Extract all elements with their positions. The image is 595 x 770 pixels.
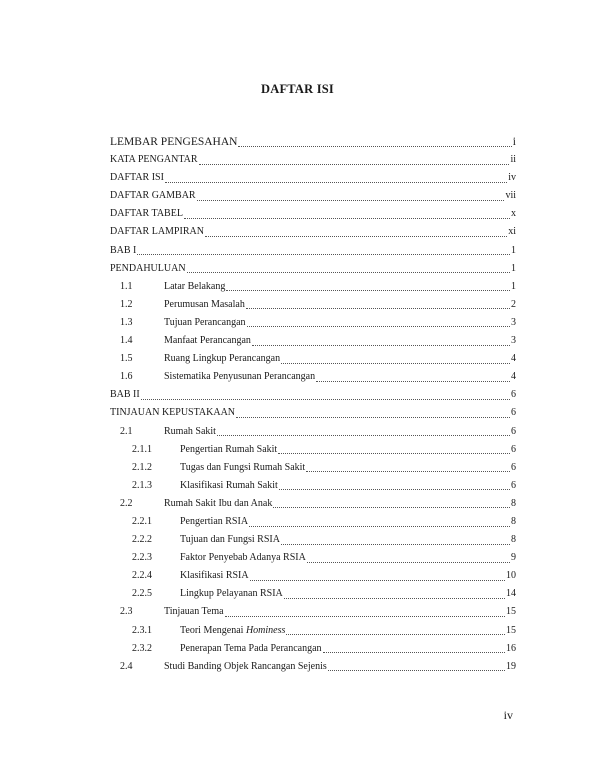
toc-entry: [110, 314, 516, 332]
toc-entry: [110, 640, 516, 658]
toc-entry-label: DAFTAR TABEL: [110, 208, 183, 220]
toc-leader-dots: [199, 164, 510, 165]
toc-leader-dots: [286, 634, 505, 635]
toc-leader-dots: [247, 326, 510, 327]
page-title: DAFTAR ISI: [261, 82, 334, 96]
toc-leader-dots: [217, 435, 510, 436]
toc-entry-page: 6: [511, 389, 516, 401]
toc-entry-label: Tugas dan Fungsi Rumah Sakit: [180, 461, 306, 473]
toc-entry-number: 2.3.1: [132, 624, 152, 636]
toc-leader-dots: [236, 417, 510, 418]
toc-entry-label: Teori Mengenai Hominess: [180, 624, 286, 636]
toc-entry: [110, 187, 516, 205]
toc-entry: [110, 242, 516, 260]
toc-entry-page: iv: [508, 172, 516, 184]
toc-leader-dots: [141, 399, 510, 400]
toc-leader-dots: [226, 290, 510, 291]
toc-entry-label: Tinjauan Tema: [164, 606, 224, 618]
toc-entry-page: 3: [511, 335, 516, 347]
toc-entry: [110, 223, 516, 241]
toc-leader-dots: [307, 562, 510, 563]
toc-entry-page: vii: [505, 190, 516, 202]
toc-entry-label: Studi Banding Objek Rancangan Sejenis: [164, 660, 327, 672]
toc-leader-dots: [205, 236, 507, 237]
toc-entry-label: Manfaat Perancangan: [164, 335, 251, 347]
toc-entry-number: 2.3.2: [132, 642, 152, 654]
toc-entry-page: xi: [508, 226, 516, 238]
toc-entry-page: 6: [511, 407, 516, 419]
toc-entry-label: LEMBAR PENGESAHAN: [110, 136, 238, 148]
toc-entry-label: Lingkup Pelayanan RSIA: [180, 588, 283, 600]
toc-entry-label: Perumusan Masalah: [164, 298, 245, 310]
toc-entry-number: 1.4: [120, 335, 133, 347]
toc-entry-label: BAB I: [110, 244, 137, 256]
toc-leader-dots: [252, 345, 510, 346]
toc-leader-dots: [328, 670, 505, 671]
toc-entry: [110, 151, 516, 169]
toc-entry-page: 9: [511, 552, 516, 564]
toc-entry-page: 1: [511, 244, 516, 256]
toc-entry-label: Ruang Lingkup Perancangan: [164, 353, 281, 365]
toc-entry-number: 1.1: [120, 280, 133, 292]
toc-entry-label: Klasifikasi Rumah Sakit: [180, 479, 278, 491]
toc-entry-label: TINJAUAN KEPUSTAKAAN: [110, 407, 236, 419]
toc-entry-label: KATA PENGANTAR: [110, 154, 198, 166]
toc-leader-dots: [281, 544, 510, 545]
toc-entry: [110, 350, 516, 368]
toc-entry-page: 16: [506, 642, 516, 654]
toc-entry: [110, 169, 516, 187]
toc-entry-page: 6: [511, 479, 516, 491]
toc-leader-dots: [273, 507, 510, 508]
toc-entry: [110, 549, 516, 567]
toc-entry-label: Rumah Sakit: [164, 425, 216, 437]
toc-entry: [110, 603, 516, 621]
toc-entry: [110, 622, 516, 640]
toc-entry-label: PENDAHULUAN: [110, 262, 186, 274]
toc-leader-dots: [284, 598, 505, 599]
toc-entry-page: 1: [511, 262, 516, 274]
toc-leader-dots: [197, 200, 505, 201]
toc-entry-page: ii: [510, 154, 516, 166]
toc-entry-number: 2.2.1: [132, 515, 152, 527]
toc-leader-dots: [250, 580, 505, 581]
toc-entry-page: 8: [511, 515, 516, 527]
toc-leader-dots: [238, 146, 511, 147]
toc-entry: [110, 205, 516, 223]
toc-entry: [110, 495, 516, 513]
toc-entry-number: 1.6: [120, 371, 133, 383]
toc-entry-page: 4: [511, 371, 516, 383]
toc-entry-label: DAFTAR GAMBAR: [110, 190, 196, 202]
toc-entry: [110, 386, 516, 404]
toc-entry-label: Rumah Sakit Ibu dan Anak: [164, 497, 273, 509]
toc-leader-dots: [246, 308, 510, 309]
toc-entry-page: 8: [511, 534, 516, 546]
toc-entry-label: Pengertian RSIA: [180, 515, 249, 527]
toc-entry: [110, 260, 516, 278]
toc-entry-number: 1.3: [120, 316, 133, 328]
toc-leader-dots: [249, 526, 510, 527]
toc-entry-label: Sistematika Penyusunan Perancangan: [164, 371, 316, 383]
toc-entry-page: 8: [511, 497, 516, 509]
toc-entry-number: 2.1.3: [132, 479, 152, 491]
toc-leader-dots: [187, 272, 510, 273]
toc-leader-dots: [137, 254, 510, 255]
toc-entry-number: 2.3: [120, 606, 133, 618]
toc-entry-page: 6: [511, 461, 516, 473]
toc-leader-dots: [281, 363, 510, 364]
toc-entry-label: Tujuan dan Fungsi RSIA: [180, 534, 280, 546]
toc-entry-page: i: [512, 136, 516, 148]
toc-entry-label: Tujuan Perancangan: [164, 316, 246, 328]
toc-entry: [110, 423, 516, 441]
toc-entry-page: 14: [506, 588, 516, 600]
table-of-contents: [110, 133, 516, 676]
toc-leader-dots: [306, 471, 510, 472]
toc-leader-dots: [323, 652, 505, 653]
toc-entry-label: BAB II: [110, 389, 140, 401]
toc-entry: [110, 368, 516, 386]
toc-entry: [110, 404, 516, 422]
toc-entry: [110, 513, 516, 531]
toc-leader-dots: [184, 218, 510, 219]
toc-entry-label: Penerapan Tema Pada Perancangan: [180, 642, 322, 654]
toc-entry-number: 2.1: [120, 425, 133, 437]
toc-entry: [110, 585, 516, 603]
toc-entry-page: 19: [506, 660, 516, 672]
toc-entry-page: 15: [506, 624, 516, 636]
toc-entry-page: 10: [506, 570, 516, 582]
toc-leader-dots: [225, 616, 505, 617]
toc-entry-page: 6: [511, 443, 516, 455]
toc-entry-page: x: [511, 208, 516, 220]
page-number: iv: [503, 708, 513, 722]
toc-entry: [110, 296, 516, 314]
toc-entry-number: 2.1.2: [132, 461, 152, 473]
toc-entry: [110, 278, 516, 296]
toc-entry-number: 2.2.5: [132, 588, 152, 600]
toc-entry: [110, 133, 516, 151]
toc-leader-dots: [278, 453, 510, 454]
toc-entry-label: Latar Belakang: [164, 280, 226, 292]
toc-entry-label: DAFTAR ISI: [110, 172, 164, 184]
toc-entry-number: 2.2.3: [132, 552, 152, 564]
toc-entry: [110, 567, 516, 585]
toc-entry-page: 15: [506, 606, 516, 618]
toc-entry: [110, 459, 516, 477]
toc-leader-dots: [165, 182, 507, 183]
toc-entry-page: 6: [511, 425, 516, 437]
toc-entry-label: Pengertian Rumah Sakit: [180, 443, 278, 455]
toc-entry-page: 4: [511, 353, 516, 365]
toc-entry: [110, 332, 516, 350]
toc-leader-dots: [316, 381, 510, 382]
toc-entry-number: 2.2.4: [132, 570, 152, 582]
toc-entry: [110, 477, 516, 495]
toc-entry: [110, 441, 516, 459]
toc-entry-number: 2.4: [120, 660, 133, 672]
toc-entry: [110, 658, 516, 676]
toc-entry-page: 3: [511, 316, 516, 328]
toc-entry-number: 1.2: [120, 298, 133, 310]
toc-entry-number: 2.1.1: [132, 443, 152, 455]
toc-entry-label: DAFTAR LAMPIRAN: [110, 226, 204, 238]
toc-entry-label: Klasifikasi RSIA: [180, 570, 249, 582]
toc-entry-page: 1: [511, 280, 516, 292]
toc-entry-number: 2.2: [120, 497, 133, 509]
toc-entry-page: 2: [511, 298, 516, 310]
toc-leader-dots: [279, 489, 510, 490]
toc-entry-label: Faktor Penyebab Adanya RSIA: [180, 552, 306, 564]
toc-entry-number: 1.5: [120, 353, 133, 365]
toc-entry: [110, 531, 516, 549]
toc-entry-number: 2.2.2: [132, 534, 152, 546]
